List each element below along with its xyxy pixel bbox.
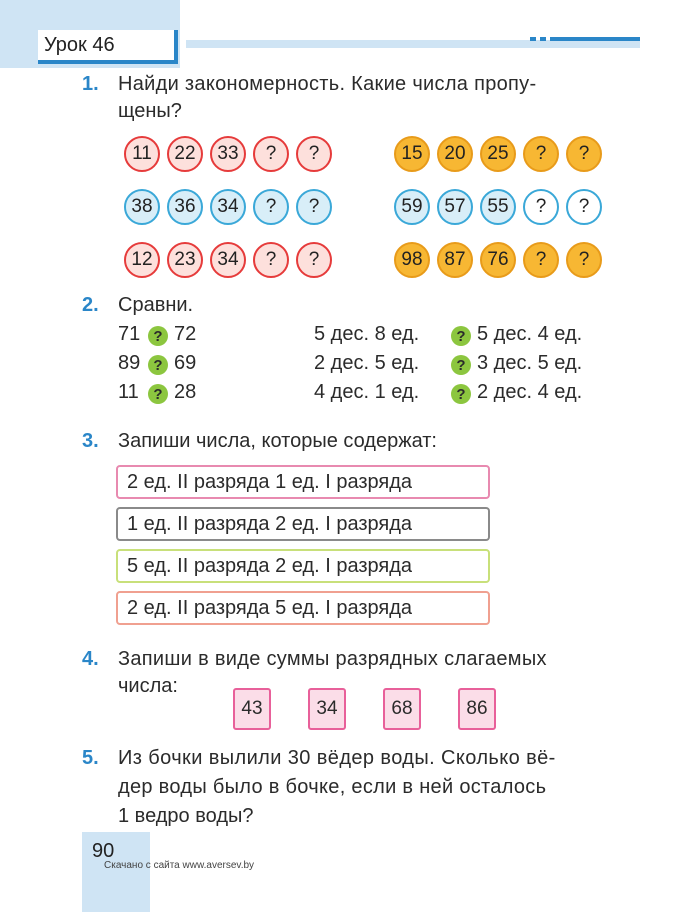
missing-number-circle: ?: [253, 189, 289, 225]
number-circle: 20: [437, 136, 473, 172]
number-box: 86: [458, 688, 496, 730]
task-5-line-3: 1 ведро воды?: [118, 805, 254, 827]
number-box: 43: [233, 688, 271, 730]
compare-sign-slot: ?: [148, 355, 168, 375]
rule-mark: [540, 37, 546, 41]
missing-number-circle: ?: [253, 242, 289, 278]
top-rule: [186, 40, 640, 48]
rule-mark: [550, 37, 640, 41]
digit-place-box: 2 ед. II разряда 1 ед. I разряда: [116, 465, 490, 499]
number-circle: 12: [124, 242, 160, 278]
missing-number-circle: ?: [296, 136, 332, 172]
number-circle: 57: [437, 189, 473, 225]
missing-number-circle: ?: [566, 136, 602, 172]
task-3-title: Запиши числа, которые содержат:: [118, 430, 437, 452]
compare-right-b: 2 дес. 4 ед.: [477, 381, 583, 403]
lesson-title: Урок 46: [44, 34, 115, 56]
missing-number-circle: ?: [566, 189, 602, 225]
compare-right-a: 2 дес. 5 ед.: [314, 352, 420, 374]
missing-number-circle: ?: [523, 189, 559, 225]
compare-left-b: 28: [174, 381, 197, 403]
rule-mark: [530, 37, 536, 41]
task-1-line-2: щены?: [118, 100, 182, 122]
number-circle: 22: [167, 136, 203, 172]
digit-place-box: 1 ед. II разряда 2 ед. I разряда: [116, 507, 490, 541]
task-2-number: 2.: [82, 294, 99, 316]
number-circle: 34: [210, 189, 246, 225]
missing-number-circle: ?: [296, 242, 332, 278]
missing-number-circle: ?: [523, 136, 559, 172]
page-number: 90: [92, 840, 115, 862]
number-circle: 23: [167, 242, 203, 278]
task-2-title: Сравни.: [118, 294, 194, 316]
digit-place-box: 5 ед. II разряда 2 ед. I разряда: [116, 549, 490, 583]
missing-number-circle: ?: [523, 242, 559, 278]
source-credit: Скачано с сайта www.aversev.by: [104, 860, 255, 871]
compare-left-b: 69: [174, 352, 197, 374]
number-circle: 25: [480, 136, 516, 172]
compare-left-a: 89: [118, 352, 141, 374]
number-box: 68: [383, 688, 421, 730]
task-5-number: 5.: [82, 747, 99, 769]
compare-left-a: 71: [118, 323, 141, 345]
digit-place-box: 2 ед. II разряда 5 ед. I разряда: [116, 591, 490, 625]
compare-left-a: 11: [118, 381, 139, 403]
task-1-number: 1.: [82, 73, 99, 95]
task-3-number: 3.: [82, 430, 99, 452]
number-circle: 36: [167, 189, 203, 225]
missing-number-circle: ?: [566, 242, 602, 278]
compare-right-a: 4 дес. 1 ед.: [314, 381, 420, 403]
number-circle: 33: [210, 136, 246, 172]
task-5-line-1: Из бочки вылили 30 вёдер воды. Сколько вё-: [118, 747, 556, 769]
task-4-line-1: Запиши в виде суммы разрядных слагаемых: [118, 648, 547, 670]
number-circle: 98: [394, 242, 430, 278]
compare-left-b: 72: [174, 323, 197, 345]
compare-right-b: 3 дес. 5 ед.: [477, 352, 583, 374]
missing-number-circle: ?: [296, 189, 332, 225]
number-circle: 87: [437, 242, 473, 278]
compare-sign-slot: ?: [148, 326, 168, 346]
task-5-line-2: дер воды было в бочке, если в ней осталось: [118, 776, 547, 798]
number-circle: 38: [124, 189, 160, 225]
missing-number-circle: ?: [253, 136, 289, 172]
number-circle: 15: [394, 136, 430, 172]
compare-right-a: 5 дес. 8 ед.: [314, 323, 420, 345]
compare-sign-slot: ?: [451, 355, 471, 375]
task-4-line-2: числа:: [118, 675, 178, 697]
number-circle: 11: [124, 136, 160, 172]
number-circle: 34: [210, 242, 246, 278]
compare-right-b: 5 дес. 4 ед.: [477, 323, 583, 345]
compare-sign-slot: ?: [451, 326, 471, 346]
compare-sign-slot: ?: [148, 384, 168, 404]
task-4-number: 4.: [82, 648, 99, 670]
number-circle: 55: [480, 189, 516, 225]
number-box: 34: [308, 688, 346, 730]
task-1-line-1: Найди закономерность. Какие числа пропу-: [118, 73, 537, 95]
number-circle: 59: [394, 189, 430, 225]
number-circle: 76: [480, 242, 516, 278]
compare-sign-slot: ?: [451, 384, 471, 404]
